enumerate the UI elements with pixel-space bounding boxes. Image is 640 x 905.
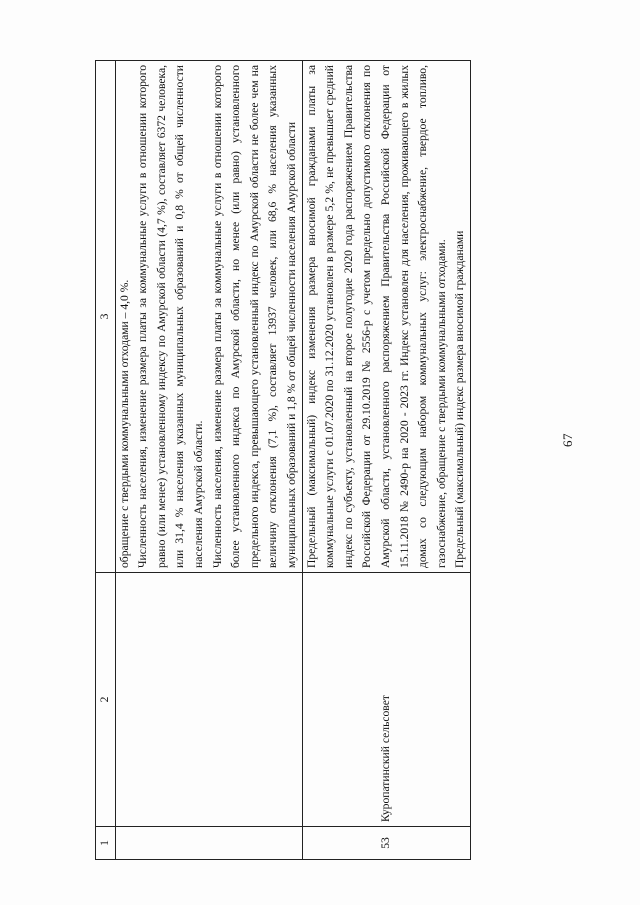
row-name <box>115 573 302 827</box>
row-description <box>302 61 470 573</box>
rotated-table-container <box>95 60 471 860</box>
table-row <box>115 61 302 860</box>
row-number <box>115 827 302 860</box>
header-col-3: 3 <box>96 61 116 573</box>
header-col-1: 1 <box>96 827 116 860</box>
row-number: 53 <box>302 827 470 860</box>
table-row <box>302 61 470 860</box>
paragraph: Предельный (максимальный) индекс размера вносимой гражданами <box>453 230 467 568</box>
row-description <box>115 61 302 573</box>
paragraph: Численность населения, изменение размера платы за коммунальные услуги в отношении которого более установленного индекса по Амурской области, но менее (или равно) установленного предельного индекса, превышающего установленный индекс по Амурской области не более чем на величину отклонения (7,1 %), составляет 13937 человек, или 68,6 % населения указанных муниципальных образований и 1,8 % от общей численности населения Амурской области <box>210 65 298 568</box>
row-name: Куропатинский сельсовет <box>302 573 470 827</box>
paragraph: обращение с твердыми коммунальными отходами – 4,0 %. <box>117 279 131 568</box>
paragraph: Предельный (максимальный) индекс изменения размера вносимой гражданами платы за коммунальные услуги с 01.07.2020 по 31.12.2020 установлен в размере 5,2 %, не превышает средний индекс по субъекту, установленный на второе полугодие 2020 года распоряжением Правительства Российской Федерации от 29.10.2019 № 2556-р с учетом предельно допустимого отклонения по Амурской области, установленного распоряжением Правительства Российской Федерации от 15.11.2018 № 2490-р на 2020 - 2023 гг. Индекс установлен для населения, проживающего в жилых домах со следующим набором коммунальных услуг: электроснабжение, твердое топливо, газоснабжение, обращение с твердыми коммунальными отходами. <box>304 65 448 568</box>
page-number: 67 <box>560 433 575 447</box>
header-col-2: 2 <box>96 573 116 827</box>
table-header-row <box>96 61 116 860</box>
data-table <box>95 60 471 860</box>
paragraph: Численность населения, изменение размера платы за коммунальные услуги в отношении которого равно (или менее) установленному индексу по Амурской области (4,7 %), составляет 6372 человека, или 31,4 % населения указанных муниципальных образований и 0,8 % от общей численности населения Амурской области. <box>136 65 205 568</box>
